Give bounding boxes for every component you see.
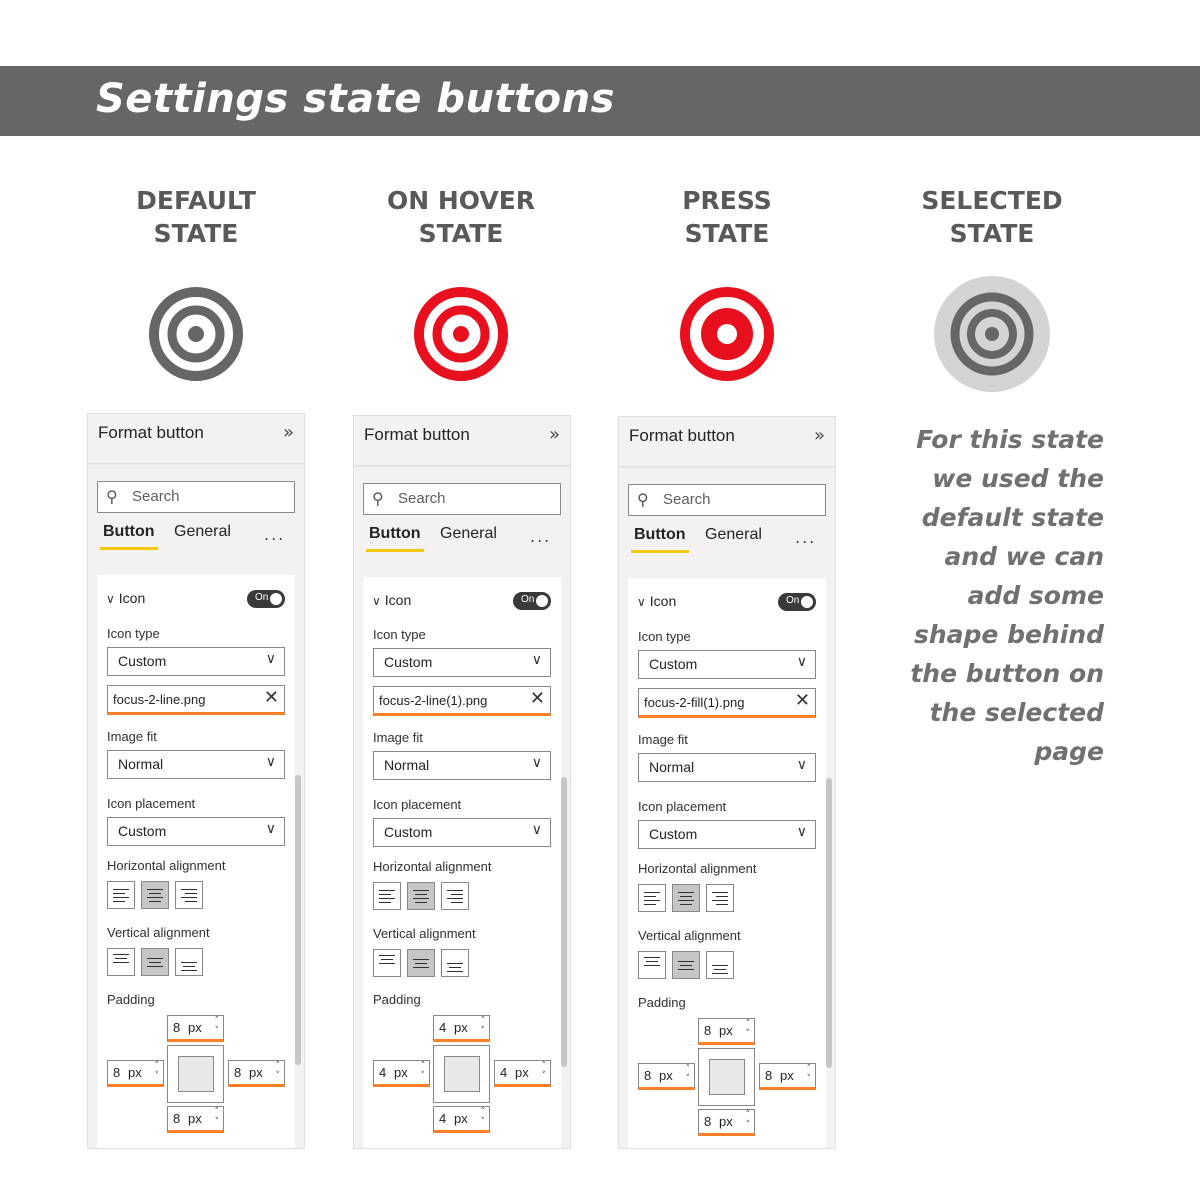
icon-type-label: Icon type: [107, 626, 160, 641]
chevron-down-icon: ∨: [531, 652, 542, 668]
image-fit-label: Image fit: [373, 730, 423, 745]
spinner-icon[interactable]: ˄ ˅: [806, 1064, 811, 1084]
spinner-icon[interactable]: ˄ ˅: [480, 1016, 485, 1036]
focus-line-icon-hover[interactable]: [411, 284, 511, 384]
chevron-down-icon: ∨: [265, 651, 276, 667]
padding-label: Padding: [107, 992, 155, 1007]
vertical-alignment-label: Vertical alignment: [107, 925, 210, 940]
padding-left-input[interactable]: 8 px ˄ ˅: [107, 1060, 164, 1087]
scrollbar[interactable]: [295, 775, 301, 1065]
banner-title: Settings state buttons: [96, 76, 615, 122]
focus-fill-icon-press[interactable]: [677, 284, 777, 384]
padding-bottom-input[interactable]: 8 px ˄ ˅: [167, 1106, 224, 1133]
panel-header: [88, 414, 304, 464]
padding-left-input[interactable]: 8 px ˄ ˅: [638, 1063, 695, 1090]
horizontal-alignment-label: Horizontal alignment: [107, 858, 226, 873]
icon-type-dropdown[interactable]: Custom ∨: [638, 650, 816, 679]
icon-placement-label: Icon placement: [373, 797, 462, 812]
chevron-down-icon: ∨: [372, 594, 381, 608]
icon-placement-label: Icon placement: [638, 799, 727, 814]
padding-preview: [433, 1045, 490, 1103]
padding-preview: [167, 1045, 224, 1103]
icon-toggle[interactable]: On: [247, 590, 285, 608]
align-middle-button[interactable]: [141, 948, 169, 976]
icon-settings-card: [628, 578, 826, 1149]
chevron-down-icon: ∨: [796, 654, 807, 670]
icon-placement-label: Icon placement: [107, 796, 196, 811]
padding-top-input[interactable]: 8 px ˄ ˅: [167, 1015, 224, 1042]
icon-settings-card: [97, 575, 295, 1149]
padding-left-input[interactable]: 4 px ˄ ˅: [373, 1060, 430, 1087]
search-icon: ⚲: [106, 487, 118, 506]
search-icon: ⚲: [637, 490, 649, 509]
chevron-down-icon: ∨: [531, 755, 542, 771]
icon-toggle[interactable]: On: [778, 593, 816, 611]
image-fit-dropdown[interactable]: Normal ∨: [638, 753, 816, 782]
icon-placement-dropdown[interactable]: Custom ∨: [107, 817, 285, 846]
state-label-default: DEFAULT STATE: [136, 186, 256, 248]
align-left-button[interactable]: [638, 884, 666, 912]
vertical-alignment-label: Vertical alignment: [638, 928, 741, 943]
format-button-panel-default: [87, 413, 305, 1149]
chevron-down-icon: ∨: [265, 754, 276, 770]
vertical-alignment-label: Vertical alignment: [373, 926, 476, 941]
spinner-icon[interactable]: ˄ ˅: [745, 1110, 750, 1130]
align-top-button[interactable]: [107, 948, 135, 976]
scrollbar[interactable]: [561, 777, 567, 1067]
chevron-down-icon: ∨: [796, 824, 807, 840]
align-right-button[interactable]: [706, 884, 734, 912]
spinner-icon[interactable]: ˄ ˅: [480, 1107, 485, 1127]
title-banner: [0, 66, 1200, 136]
search-input[interactable]: ⚲ Search: [97, 481, 295, 513]
close-icon[interactable]: ✕: [263, 687, 279, 708]
more-options-icon[interactable]: ...: [795, 528, 817, 547]
section-icon-header[interactable]: ∨ Icon: [637, 593, 677, 609]
icon-placement-dropdown[interactable]: Custom ∨: [638, 820, 816, 849]
align-top-button[interactable]: [373, 949, 401, 977]
more-options-icon[interactable]: ...: [530, 527, 552, 546]
search-input[interactable]: ⚲ Search: [363, 483, 561, 515]
icon-settings-card: [363, 577, 561, 1149]
icon-file-input[interactable]: focus-2-fill(1).png ✕: [638, 688, 816, 718]
close-icon[interactable]: ✕: [529, 688, 545, 709]
image-fit-dropdown[interactable]: Normal ∨: [107, 750, 285, 779]
double-chevron-right-icon[interactable]: »: [282, 422, 294, 443]
padding-right-input[interactable]: 8 px ˄ ˅: [228, 1060, 285, 1087]
spinner-icon[interactable]: ˄ ˅: [154, 1061, 159, 1081]
spinner-icon[interactable]: ˄ ˅: [214, 1016, 219, 1036]
format-button-panel-hover: [353, 415, 571, 1149]
panel-title: Format button: [98, 423, 204, 442]
icon-type-dropdown[interactable]: Custom ∨: [107, 647, 285, 676]
selected-state-note: For this state we used the default state and we can add some shape behind the button on the selected page: [910, 425, 1104, 766]
tab-button[interactable]: Button: [100, 523, 158, 550]
double-chevron-right-icon[interactable]: »: [548, 424, 560, 445]
focus-line-icon-default[interactable]: [146, 284, 246, 384]
spinner-icon[interactable]: ˄ ˅: [541, 1061, 546, 1081]
close-icon[interactable]: ✕: [794, 690, 810, 711]
padding-label: Padding: [373, 992, 421, 1007]
tab-button[interactable]: Button: [366, 525, 424, 552]
align-bottom-button[interactable]: [706, 951, 734, 979]
more-options-icon[interactable]: ...: [264, 525, 286, 544]
image-fit-dropdown[interactable]: Normal ∨: [373, 751, 551, 780]
panel-title: Format button: [364, 425, 470, 444]
align-center-button[interactable]: [672, 884, 700, 912]
padding-bottom-input[interactable]: 8 px ˄ ˅: [698, 1109, 755, 1136]
tab-general[interactable]: General: [440, 525, 497, 542]
tab-general[interactable]: General: [705, 526, 762, 543]
tab-button[interactable]: Button: [631, 526, 689, 553]
spinner-icon[interactable]: ˄ ˅: [685, 1064, 690, 1084]
align-bottom-button[interactable]: [441, 949, 469, 977]
panel-body: [619, 468, 835, 1148]
panel-body: [354, 467, 570, 1148]
padding-top-input[interactable]: 4 px ˄ ˅: [433, 1015, 490, 1042]
panel-title: Format button: [629, 426, 735, 445]
double-chevron-right-icon[interactable]: »: [813, 425, 825, 446]
icon-file-input[interactable]: focus-2-line.png ✕: [107, 685, 285, 715]
image-fit-label: Image fit: [107, 729, 157, 744]
spinner-icon[interactable]: ˄ ˅: [275, 1061, 280, 1081]
align-center-button[interactable]: [141, 881, 169, 909]
spinner-icon[interactable]: ˄ ˅: [420, 1061, 425, 1081]
format-button-panel-press: [618, 416, 836, 1149]
align-center-button[interactable]: [407, 882, 435, 910]
icon-placement-dropdown[interactable]: Custom ∨: [373, 818, 551, 847]
padding-top-input[interactable]: 8 px ˄ ˅: [698, 1018, 755, 1045]
panel-body: [88, 465, 304, 1148]
search-input[interactable]: ⚲ Search: [628, 484, 826, 516]
padding-right-input[interactable]: 8 px ˄ ˅: [759, 1063, 816, 1090]
horizontal-alignment-label: Horizontal alignment: [638, 861, 757, 876]
icon-type-label: Icon type: [638, 629, 691, 644]
align-right-button[interactable]: [441, 882, 469, 910]
search-icon: ⚲: [372, 489, 384, 508]
horizontal-alignment-label: Horizontal alignment: [373, 859, 492, 874]
align-right-button[interactable]: [175, 881, 203, 909]
chevron-down-icon: ∨: [265, 821, 276, 837]
align-middle-button[interactable]: [672, 951, 700, 979]
chevron-down-icon: ∨: [796, 757, 807, 773]
icon-file-input[interactable]: focus-2-line(1).png ✕: [373, 686, 551, 716]
chevron-down-icon: ∨: [106, 592, 115, 606]
state-label-selected: SELECTED STATE: [921, 186, 1063, 248]
align-bottom-button[interactable]: [175, 948, 203, 976]
scrollbar[interactable]: [826, 778, 832, 1068]
align-left-button[interactable]: [373, 882, 401, 910]
align-middle-button[interactable]: [407, 949, 435, 977]
section-icon-header[interactable]: ∨ Icon: [372, 592, 412, 608]
image-fit-label: Image fit: [638, 732, 688, 747]
spinner-icon[interactable]: ˄ ˅: [745, 1019, 750, 1039]
panel-header: [619, 417, 835, 467]
icon-type-dropdown[interactable]: Custom ∨: [373, 648, 551, 677]
icon-toggle[interactable]: On: [513, 592, 551, 610]
section-icon-header[interactable]: ∨ Icon: [106, 590, 146, 606]
align-left-button[interactable]: [107, 881, 135, 909]
padding-preview: [698, 1048, 755, 1106]
chevron-down-icon: ∨: [531, 822, 542, 838]
tab-general[interactable]: General: [174, 523, 231, 540]
chevron-down-icon: ∨: [637, 595, 646, 609]
focus-line-icon-selected[interactable]: [932, 274, 1052, 394]
spinner-icon[interactable]: ˄ ˅: [214, 1107, 219, 1127]
state-label-press: PRESS STATE: [682, 186, 772, 248]
padding-right-input[interactable]: 4 px ˄ ˅: [494, 1060, 551, 1087]
icon-type-label: Icon type: [373, 627, 426, 642]
panel-header: [354, 416, 570, 466]
padding-bottom-input[interactable]: 4 px ˄ ˅: [433, 1106, 490, 1133]
padding-label: Padding: [638, 995, 686, 1010]
state-label-hover: ON HOVER STATE: [386, 186, 536, 248]
align-top-button[interactable]: [638, 951, 666, 979]
